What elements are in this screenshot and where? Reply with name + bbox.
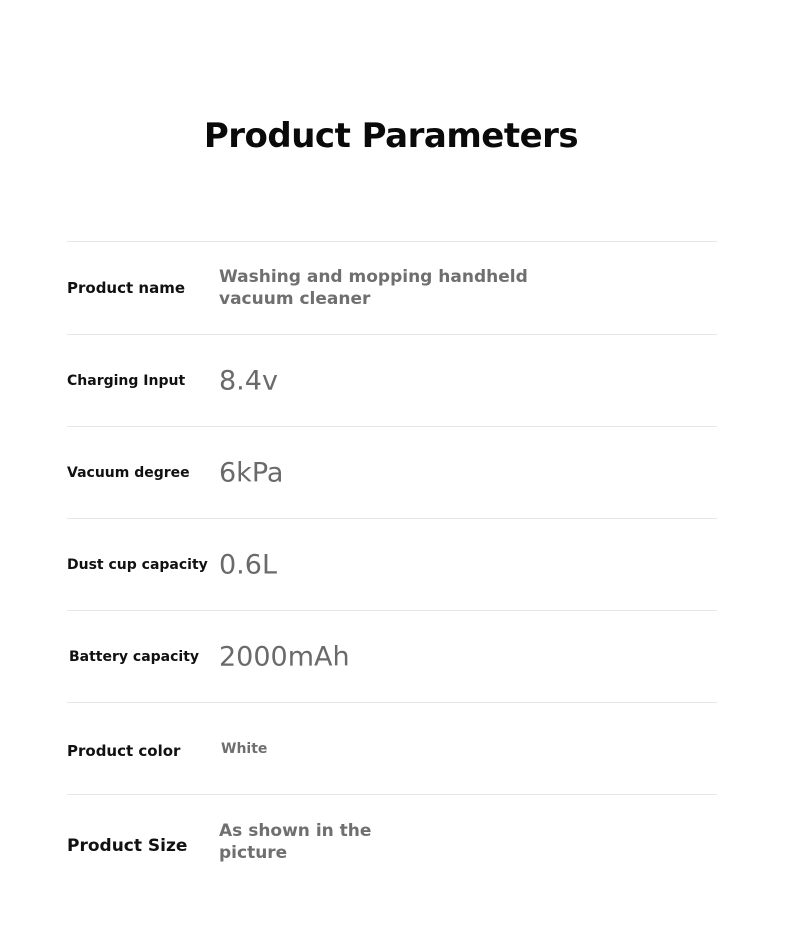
param-label-dust-cup-capacity: Dust cup capacity xyxy=(67,556,208,573)
param-value-vacuum-degree: 6kPa xyxy=(219,457,284,488)
table-row xyxy=(67,794,717,905)
param-value-product-color: White xyxy=(221,740,268,757)
param-label-battery-capacity: Battery capacity xyxy=(69,648,200,665)
param-value-battery-capacity: 2000mAh xyxy=(219,641,350,672)
table-row xyxy=(67,702,717,794)
param-value-charging-input: 8.4v xyxy=(219,365,278,396)
param-label-product-color: Product color xyxy=(67,742,181,760)
table-row xyxy=(67,334,717,426)
param-label-vacuum-degree: Vacuum degree xyxy=(67,464,190,481)
param-label-charging-input: Charging Input xyxy=(67,373,186,389)
param-label-product-size: Product Size xyxy=(67,836,188,856)
parameters-table xyxy=(67,241,717,905)
table-row xyxy=(67,426,717,518)
page-title: Product Parameters xyxy=(203,116,579,156)
param-value-product-size: As shown in the picture xyxy=(219,821,372,863)
table-row xyxy=(67,241,717,334)
param-value-product-name: Washing and mopping handheld vacuum cleaner xyxy=(219,267,528,309)
table-row xyxy=(67,518,717,610)
param-value-dust-cup-capacity: 0.6L xyxy=(219,549,277,580)
table-row xyxy=(67,610,717,702)
param-label-product-name: Product name xyxy=(67,279,186,297)
